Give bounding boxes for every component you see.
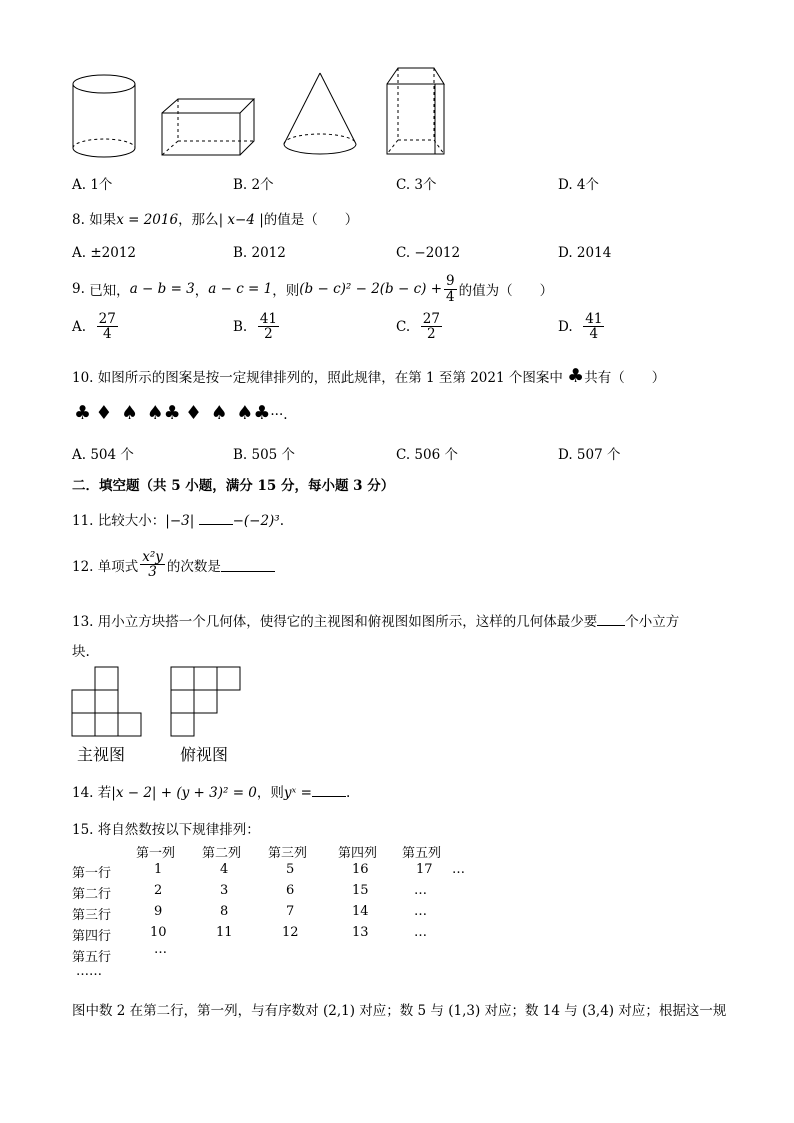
col-header: 第三列	[268, 846, 308, 861]
table-cell: …	[414, 925, 427, 940]
table-cell: 12	[282, 925, 299, 940]
section-title: 二．填空题（共 5 小题，满分 15 分，每小题 3 分）	[72, 478, 395, 494]
table-cell: …	[414, 883, 427, 898]
q13-stem-line1: 13. 用小立方块搭一个几何体，使得它的主视图和俯视图如图所示，这样的几何体最少要 个小立方	[72, 614, 680, 630]
table-cell: …	[154, 942, 167, 957]
q8-option-d: D. 2014	[558, 245, 612, 261]
q9-stem: 9. 已知， a − b = 3 ， a − c = 1 ，则 (b − c)² − 2(b − c) + $\frac{9}{4}$ 的值为（ ）	[72, 273, 554, 305]
pattern-ellipsis: ···.	[270, 407, 288, 423]
spade-icon: ♠	[236, 402, 254, 424]
q13-answer-blank[interactable]	[597, 613, 625, 626]
col-header: 第四列	[338, 846, 378, 861]
q12-stem: 12. 单项式 $\frac{\text{x²y}}{3}$ 的次数是	[72, 550, 275, 579]
q8-option-a: A. ±2012	[72, 245, 136, 261]
row-label: 第三行	[72, 908, 112, 923]
spade-icon: ♠	[210, 402, 228, 424]
q9-option-d: D. $\frac{41}{4}$	[558, 311, 603, 343]
row-label: 第四行	[72, 929, 112, 944]
q10-pattern	[74, 402, 288, 424]
diamond-icon: ♦	[185, 402, 203, 424]
q10-stem: 10. 如图所示的图案是按一定规律排列的，照此规律，在第 1 至第 2021 个图案中 ♣共有（ ）	[72, 365, 666, 387]
table-cell: 16	[352, 862, 369, 877]
club-icon: ♣	[74, 402, 92, 424]
q15-table	[72, 842, 492, 982]
spade-icon: ♠	[120, 402, 139, 424]
table-cell: 8	[220, 904, 229, 919]
table-cell: 13	[352, 925, 369, 940]
q10-option-b: B. 505 个	[233, 447, 296, 463]
cylinder-figure	[70, 72, 140, 162]
top-view-figure	[170, 666, 244, 738]
q7-option-a: A. 1个	[72, 177, 113, 193]
cone-figure	[280, 70, 360, 160]
prism-figure	[384, 64, 448, 160]
table-cell: 15	[352, 883, 369, 898]
q9-option-b: B. $\frac{41}{2}$	[233, 311, 277, 343]
table-cell: 5	[286, 862, 295, 877]
q15-closing: 图中数 2 在第二行，第一列，与有序数对 (2,1) 对应；数 5 与 (1,3) 对应；数 14 与 (3,4) 对应；根据这一规	[72, 1003, 727, 1019]
row-label: 第二行	[72, 887, 112, 902]
row-label: 第五行	[72, 950, 112, 965]
q8-option-c: C. −2012	[396, 245, 461, 261]
table-cell: 7	[286, 904, 295, 919]
col-header: 第二列	[202, 846, 242, 861]
table-cell: 6	[286, 883, 295, 898]
table-cell: 10	[150, 925, 167, 940]
diamond-icon: ♦	[95, 402, 113, 424]
front-view-label: 主视图	[77, 745, 126, 764]
table-cell: …	[414, 904, 427, 919]
q15-intro: 15. 将自然数按以下规律排列：	[72, 822, 260, 838]
table-cell: …	[452, 862, 465, 877]
q9-fraction: $\frac{9}{4}$	[446, 273, 455, 305]
q9-option-c: C. $\frac{27}{2}$	[396, 311, 440, 343]
table-cell: 1	[154, 862, 163, 877]
table-cell: 14	[352, 904, 369, 919]
spade-icon: ♠	[146, 402, 164, 424]
q9-option-a: A. $\frac{27}{4}$	[72, 311, 116, 343]
table-cell: 11	[216, 925, 233, 940]
table-cell: 9	[154, 904, 163, 919]
q10-option-a: A. 504 个	[72, 447, 134, 463]
q10-option-d: D. 507 个	[558, 447, 621, 463]
table-ellipsis: ……	[76, 964, 102, 979]
q8-stem: 8. 如果x = 2016，那么| x−4 |的值是（ ）	[72, 212, 359, 228]
top-view-label: 俯视图	[180, 745, 229, 764]
club-icon: ♣	[163, 402, 181, 424]
q7-option-c: C. 3个	[396, 177, 437, 193]
cuboid-figure	[158, 95, 258, 160]
q14-answer-blank[interactable]	[312, 784, 346, 797]
table-cell: 17	[416, 862, 433, 877]
row-label: 第一行	[72, 866, 112, 881]
club-icon: ♣	[567, 365, 585, 387]
q14-stem: 14. 若|x − 2| + (y + 3)² = 0，则yˣ = .	[72, 785, 351, 801]
front-view-figure	[71, 666, 145, 738]
table-cell: 3	[220, 883, 229, 898]
col-header: 第一列	[136, 846, 176, 861]
q11-answer-blank[interactable]	[199, 524, 233, 525]
col-header: 第五列	[402, 846, 442, 861]
q13-stem-line2: 块.	[72, 644, 90, 660]
q8-option-b: B. 2012	[233, 245, 286, 261]
q11-stem: 11. 比较大小：|−3| −(−2)³.	[72, 513, 285, 529]
table-cell: 2	[154, 883, 163, 898]
q12-answer-blank[interactable]	[221, 557, 275, 572]
table-cell: 4	[220, 862, 229, 877]
q12-fraction: $\frac{\text{x²y}}{3}$	[142, 549, 163, 581]
q7-option-b: B. 2个	[233, 177, 274, 193]
q10-option-c: C. 506 个	[396, 447, 458, 463]
q7-option-d: D. 4个	[558, 177, 600, 193]
club-icon: ♣	[253, 402, 271, 424]
